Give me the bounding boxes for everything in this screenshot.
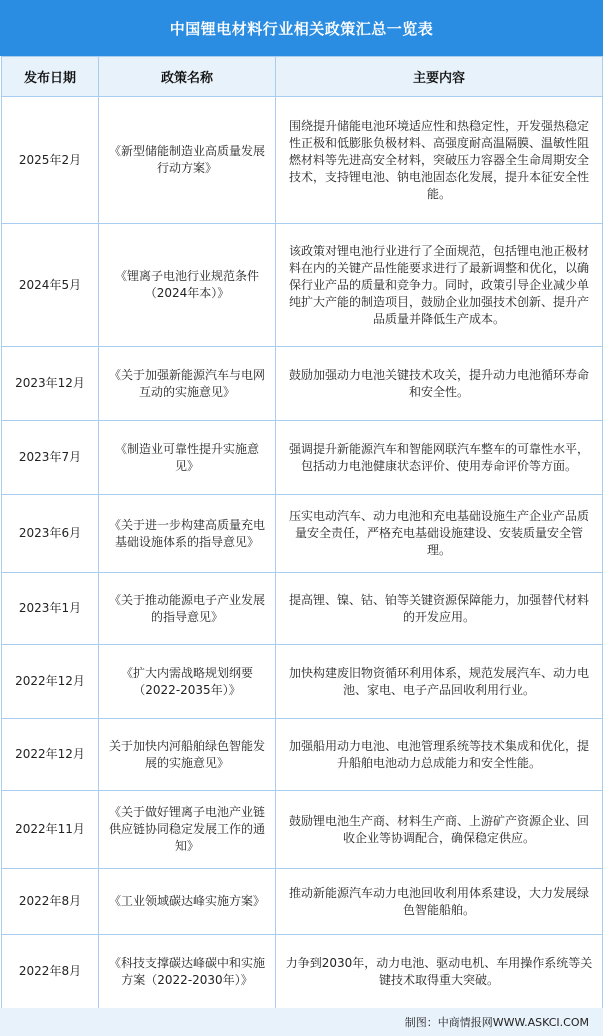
cell-content: 加快构建废旧物资循环利用体系，规范发展汽车、动力电池、家电、电子产品回收利用行业。	[276, 645, 603, 719]
cell-policy-name: 《制造业可靠性提升实施意见》	[99, 421, 276, 495]
cell-date: 2023年12月	[2, 347, 99, 421]
table-row	[2, 495, 603, 573]
source-credit: 制图：中商情报网WWW.ASKCI.COM	[0, 1008, 603, 1036]
cell-content: 鼓励锂电池生产商、材料生产商、上游矿产资源企业、回收企业等协调配合，确保稳定供应。	[276, 791, 603, 869]
table-header-row	[2, 57, 603, 97]
cell-content: 围绕提升储能电池环境适应性和热稳定性，开发强热稳定性正极和低膨胀负极材料、高强度耐高温隔膜、温敏性阻燃材料等先进高安全材料，突破压力容器全生命周期安全技术，支持锂电池、钠电池固态化发展，提升本征安全性能。	[276, 97, 603, 224]
cell-content: 推动新能源汽车动力电池回收利用体系建设，大力发展绿色智能船舶。	[276, 869, 603, 935]
cell-policy-name: 《关于推动能源电子产业发展的指导意见》	[99, 573, 276, 645]
table-row	[2, 645, 603, 719]
cell-date: 2023年7月	[2, 421, 99, 495]
cell-date: 2022年12月	[2, 645, 99, 719]
table-row	[2, 791, 603, 869]
header-date: 发布日期	[2, 57, 99, 97]
cell-policy-name: 《科技支撑碳达峰碳中和实施方案（2022-2030年）》	[99, 935, 276, 1009]
table-row	[2, 935, 603, 1009]
cell-policy-name: 《关于进一步构建高质量充电基础设施体系的指导意见》	[99, 495, 276, 573]
cell-content: 压实电动汽车、动力电池和充电基础设施生产企业产品质量安全责任，严格充电基础设施建设、安装质量安全管理。	[276, 495, 603, 573]
cell-content: 力争到2030年，动力电池、驱动电机、车用操作系统等关键技术取得重大突破。	[276, 935, 603, 1009]
cell-policy-name: 《关于加强新能源汽车与电网互动的实施意见》	[99, 347, 276, 421]
cell-date: 2025年2月	[2, 97, 99, 224]
cell-policy-name: 《扩大内需战略规划纲要（2022-2035年）》	[99, 645, 276, 719]
header-name: 政策名称	[99, 57, 276, 97]
cell-content: 该政策对锂电池行业进行了全面规范，包括锂电池正极材料在内的关键产品性能要求进行了最新调整和优化，以确保行业产品的质量和竞争力。同时，政策引导企业减少单纯扩大产能的制造项目，鼓励企业加强技术创新、提升产品质量并降低生产成本。	[276, 224, 603, 347]
header-content: 主要内容	[276, 57, 603, 97]
table-row	[2, 573, 603, 645]
table-row	[2, 719, 603, 791]
cell-date: 2022年11月	[2, 791, 99, 869]
cell-content: 强调提升新能源汽车和智能网联汽车整车的可靠性水平，包括动力电池健康状态评价、使用寿命评价等方面。	[276, 421, 603, 495]
policy-table	[1, 56, 603, 1009]
cell-policy-name: 《工业领域碳达峰实施方案》	[99, 869, 276, 935]
cell-content: 加强船用动力电池、电池管理系统等技术集成和优化，提升船舶电池动力总成能力和安全性能。	[276, 719, 603, 791]
cell-date: 2023年1月	[2, 573, 99, 645]
table-row	[2, 224, 603, 347]
cell-policy-name: 《关于做好锂离子电池产业链供应链协同稳定发展工作的通知》	[99, 791, 276, 869]
cell-content: 提高锂、镍、钴、铂等关键资源保障能力，加强替代材料的开发应用。	[276, 573, 603, 645]
table-row	[2, 869, 603, 935]
cell-date: 2022年8月	[2, 935, 99, 1009]
table-row	[2, 97, 603, 224]
table-row	[2, 421, 603, 495]
cell-date: 2022年8月	[2, 869, 99, 935]
cell-date: 2022年12月	[2, 719, 99, 791]
cell-policy-name: 《锂离子电池行业规范条件（2024年本）》	[99, 224, 276, 347]
cell-policy-name: 《新型储能制造业高质量发展行动方案》	[99, 97, 276, 224]
cell-policy-name: 关于加快内河船舶绿色智能发展的实施意见》	[99, 719, 276, 791]
cell-date: 2023年6月	[2, 495, 99, 573]
cell-date: 2024年5月	[2, 224, 99, 347]
table-row	[2, 347, 603, 421]
page-title: 中国锂电材料行业相关政策汇总一览表	[0, 0, 603, 56]
cell-content: 鼓励加强动力电池关键技术攻关，提升动力电池循环寿命和安全性。	[276, 347, 603, 421]
